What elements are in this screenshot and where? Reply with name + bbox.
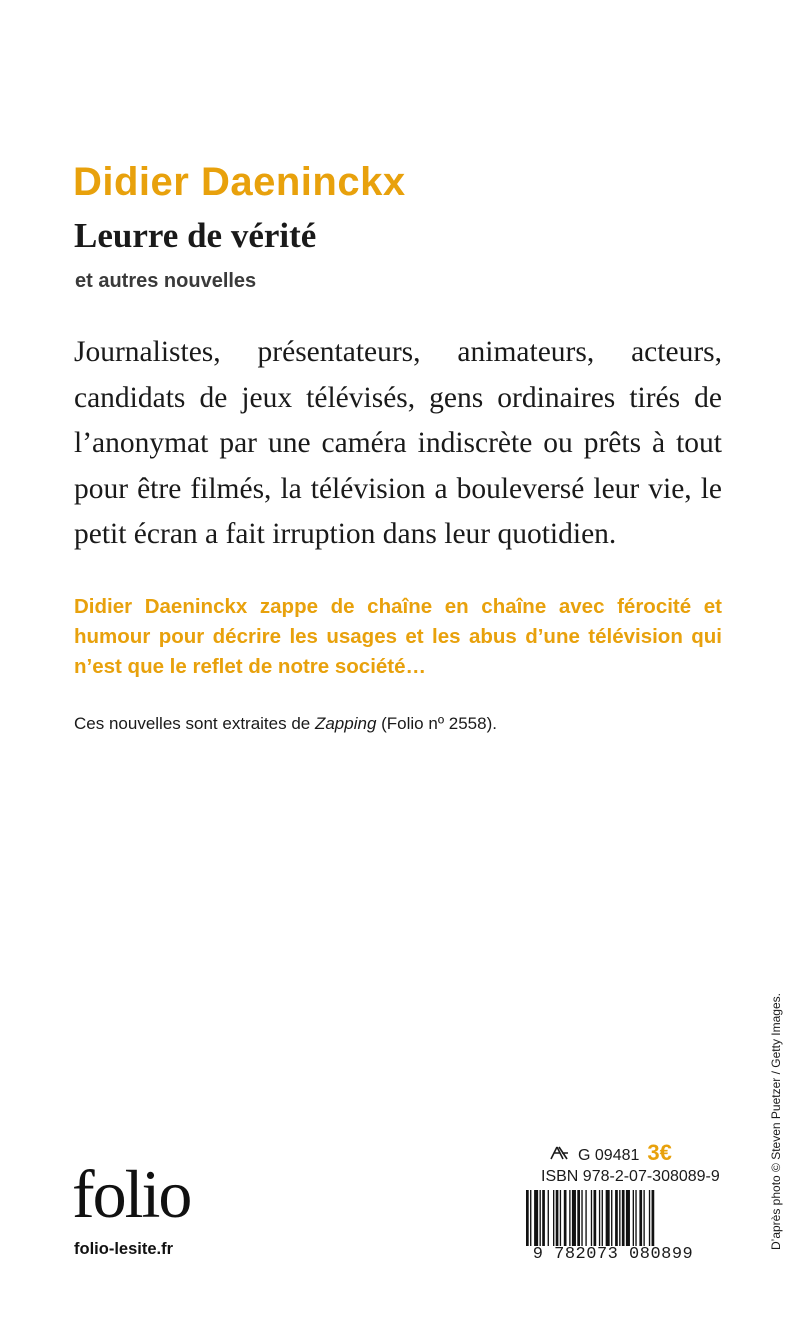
barcode-bar	[585, 1190, 586, 1246]
barcode-bar	[619, 1190, 620, 1246]
source-suffix: (Folio nº 2558).	[376, 714, 497, 733]
barcode-bar	[606, 1190, 610, 1246]
barcode-bar	[556, 1190, 559, 1246]
barcode-bar	[553, 1190, 554, 1246]
barcode-bar	[540, 1190, 541, 1246]
barcode-bar	[534, 1190, 538, 1246]
barcode-bar	[602, 1190, 603, 1246]
barcode	[524, 1190, 702, 1246]
publisher-mark-icon	[548, 1144, 570, 1162]
barcode-bar	[564, 1190, 567, 1246]
source-note	[74, 714, 497, 734]
barcode-bar	[530, 1190, 531, 1246]
photo-credit: D’après photo © Steven Puetzer / Getty Images.	[769, 993, 783, 1250]
barcode-bar	[611, 1190, 612, 1246]
catalog-code: G 09481	[578, 1147, 640, 1164]
barcode-bar	[626, 1190, 630, 1246]
barcode-bar	[635, 1190, 636, 1246]
barcode-bar	[572, 1190, 576, 1246]
barcode-bar	[591, 1190, 592, 1246]
publisher-website: folio-lesite.fr	[74, 1240, 174, 1258]
barcode-bar	[615, 1190, 618, 1246]
summary-paragraph: Journalistes, présentateurs, animateurs, acteurs, candidats de jeux télévisés, gens ordinaires tirés de l’anonymat par une caméra indiscrète ou prêts à tout pour être filmés, la télévision a bouleversé leur vie, le petit écran a fait irruption dans leur quotidien.	[74, 336, 722, 550]
barcode-bar	[560, 1190, 561, 1246]
barcode-bar	[594, 1190, 597, 1246]
author-name: Didier Daeninckx	[73, 160, 406, 204]
folio-logo: folio	[72, 1156, 191, 1232]
book-title: Leurre de vérité	[74, 216, 317, 255]
barcode-bar	[639, 1190, 642, 1246]
book-subtitle: et autres nouvelles	[75, 270, 257, 292]
barcode-bar	[569, 1190, 570, 1246]
isbn-label: ISBN 978-2-07-308089-9	[541, 1168, 720, 1185]
barcode-digits: 9 782073 080899	[532, 1245, 694, 1264]
barcode-bar	[633, 1190, 634, 1246]
price-row	[548, 1140, 672, 1166]
barcode-bar	[643, 1190, 644, 1246]
barcode-bar	[581, 1190, 582, 1246]
barcode-bar	[577, 1190, 580, 1246]
barcode-bar	[599, 1190, 600, 1246]
barcode-bar	[652, 1190, 655, 1246]
barcode-bar	[622, 1190, 625, 1246]
barcode-bar	[542, 1190, 545, 1246]
pitch-paragraph: Didier Daeninckx zappe de chaîne en chaîne avec férocité et humour pour décrire les usages et les abus d’une télévision qui n’est que le reflet de notre société…	[74, 595, 722, 678]
barcode-bar	[526, 1190, 529, 1246]
barcode-bar	[649, 1190, 650, 1246]
barcode-bar	[548, 1190, 549, 1246]
source-prefix: Ces nouvelles sont extraites de	[74, 714, 315, 733]
price-label: 3€	[647, 1140, 672, 1165]
source-work-title: Zapping	[314, 714, 377, 733]
